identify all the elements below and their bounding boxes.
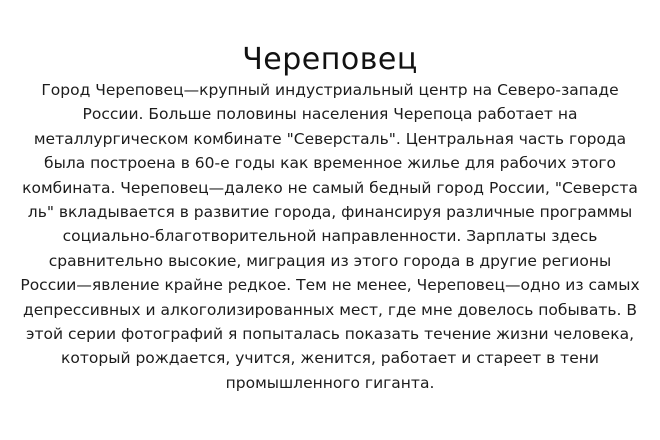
article-line: промышленного гиганта. [225, 373, 435, 392]
article-line: депрессивных и алкоголизированных мест, где мне довелось побывать. В [22, 300, 637, 319]
article-line: комбината. Череповец—далеко не самый бедный город России, "Северста [22, 178, 638, 197]
article-line: этой серии фотографий я попыталась показать течение жизни человека, [26, 325, 634, 344]
article-body [18, 78, 642, 395]
page-title: Череповец [242, 42, 418, 78]
article-line: России—явление крайне редкое. Тем не менее, Череповец—одно из самых [20, 276, 640, 295]
article-line: который рождается, учится, женится, работает и стареет в тени [61, 349, 599, 368]
article-line: социально-благотворительной направленности. Зарплаты здесь [62, 227, 598, 246]
article-line: была построена в 60-е годы как временное жилье для рабочих этого [44, 154, 616, 173]
article-line: металлургическом комбинате "Северсталь". Центральная часть города [33, 129, 627, 148]
article-line: России. Больше половины населения Черепоца работает на [82, 105, 578, 124]
article-line: Город Череповец—крупный индустриальный центр на Северо-западе [41, 81, 619, 99]
article-line: сравнительно высокие, миграция из этого города в другие регионы [48, 251, 612, 270]
article-line: ль" вкладывается в развитие города, финансируя различные программы [27, 203, 633, 222]
